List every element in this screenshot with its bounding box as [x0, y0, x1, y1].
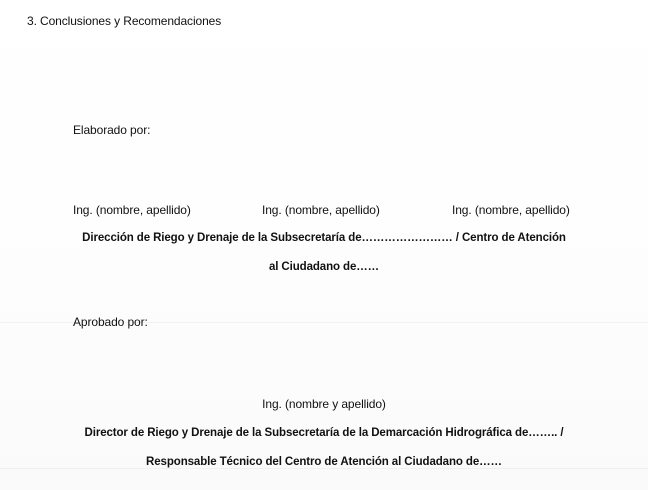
elaborated-signatory-1: Ing. (nombre, apellido): [73, 203, 191, 217]
elaborated-department-line-1: Dirección de Riego y Drenaje de la Subsecretaría de…………………… / Centro de Atención: [82, 232, 566, 244]
elaborated-department-line-2: al Ciudadano de……: [268, 261, 380, 273]
approved-title-line-1: Director de Riego y Drenaje de la Subsecretaría de la Demarcación Hidrográfica de…….. /: [84, 427, 564, 439]
section-heading: 3. Conclusiones y Recomendaciones: [27, 14, 222, 28]
approved-signatory: Ing. (nombre y apellido): [262, 397, 386, 411]
elaborated-signatory-3: Ing. (nombre, apellido): [452, 203, 570, 217]
approved-by-label: Aprobado por:: [73, 315, 148, 329]
approved-title-line-2: Responsable Técnico del Centro de Atención al Ciudadano de……: [146, 456, 502, 468]
elaborated-by-label: Elaborado por:: [73, 123, 151, 137]
elaborated-signatory-2: Ing. (nombre, apellido): [262, 203, 380, 217]
